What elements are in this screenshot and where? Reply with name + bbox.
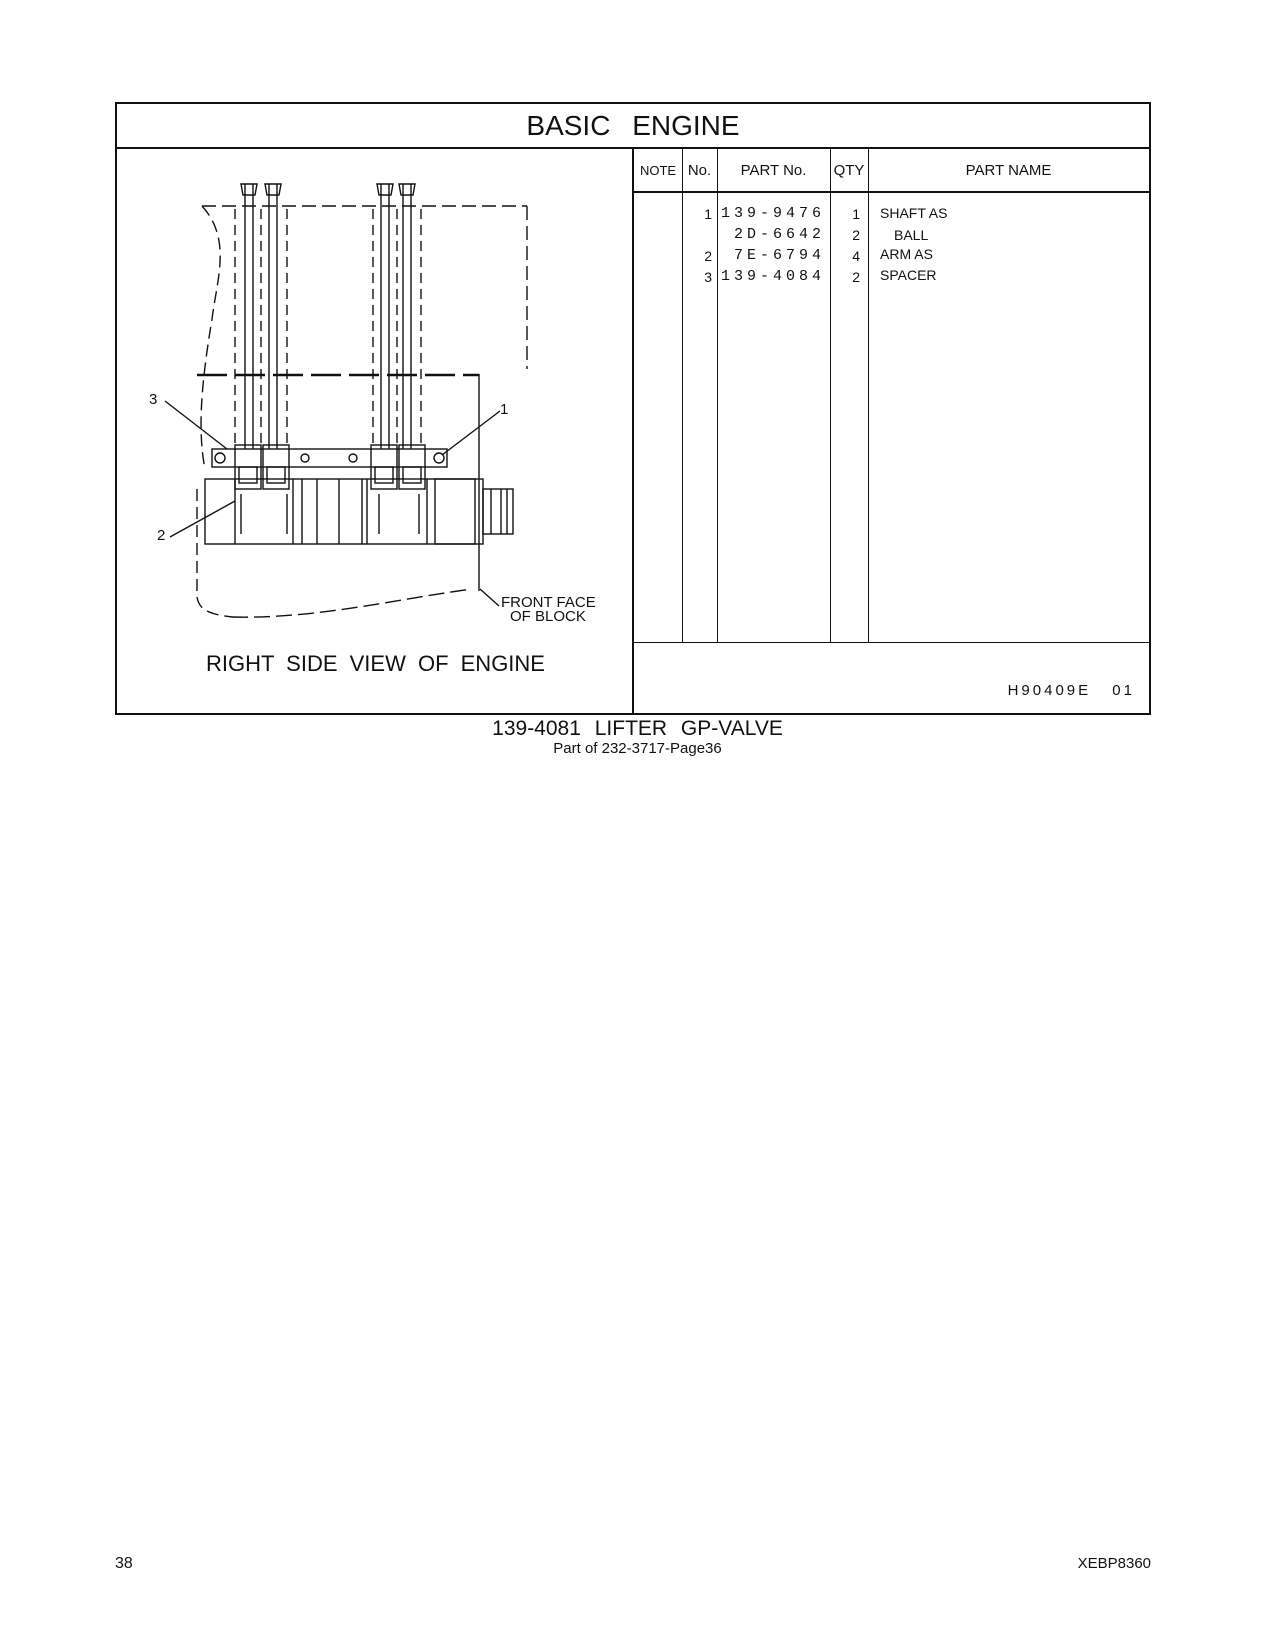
parts-frame	[115, 102, 1151, 715]
callout-2: 2	[157, 527, 166, 544]
row-qty: 2	[852, 269, 860, 285]
page-number: 38	[115, 1555, 133, 1572]
row-qty: 1	[852, 206, 860, 222]
row-part-name: BALL	[894, 227, 929, 243]
header-qty: QTY	[830, 149, 868, 193]
table-bottom-rule	[634, 642, 1149, 643]
drawing-caption: RIGHT SIDE VIEW OF ENGINE	[206, 651, 545, 676]
illustration-ref-code: H90409E 01	[1007, 682, 1135, 699]
header-no: No.	[682, 149, 717, 193]
row-no: 1	[704, 206, 712, 222]
row-part-no: 139-9476	[720, 205, 825, 222]
row-no: 2	[704, 248, 712, 264]
row-part-no: 139-4084	[720, 268, 825, 285]
engine-drawing	[117, 149, 634, 713]
row-no: 3	[704, 269, 712, 285]
row-qty: 2	[852, 227, 860, 243]
row-no	[682, 224, 712, 246]
row-part-no: 7E-6794	[733, 247, 825, 264]
row-part-name: ARM AS	[880, 246, 933, 262]
row-part-no: 2D-6642	[733, 226, 825, 243]
group-title: 139-4081 LIFTER GP-VALVE	[492, 717, 783, 740]
header-part-no: PART No.	[717, 149, 830, 193]
block-note: OF BLOCK	[510, 608, 586, 625]
parts-table	[634, 149, 1149, 713]
callout-1: 1	[500, 401, 509, 418]
callout-3: 3	[149, 391, 158, 408]
row-part-name: SHAFT AS	[880, 205, 948, 221]
front-face-note: FRONT FACE	[501, 594, 596, 611]
column-divider	[868, 149, 869, 643]
row-part-name: SPACER	[880, 267, 937, 283]
lifter-illustration	[117, 149, 632, 709]
header-note: NOTE	[634, 149, 682, 193]
row-qty: 4	[852, 248, 860, 264]
header-part-name: PART NAME	[868, 149, 1149, 193]
section-title: BASIC ENGINE	[117, 104, 1149, 149]
group-subtitle: Part of 232-3717-Page36	[553, 740, 722, 757]
document-id: XEBP8360	[1077, 1555, 1151, 1572]
